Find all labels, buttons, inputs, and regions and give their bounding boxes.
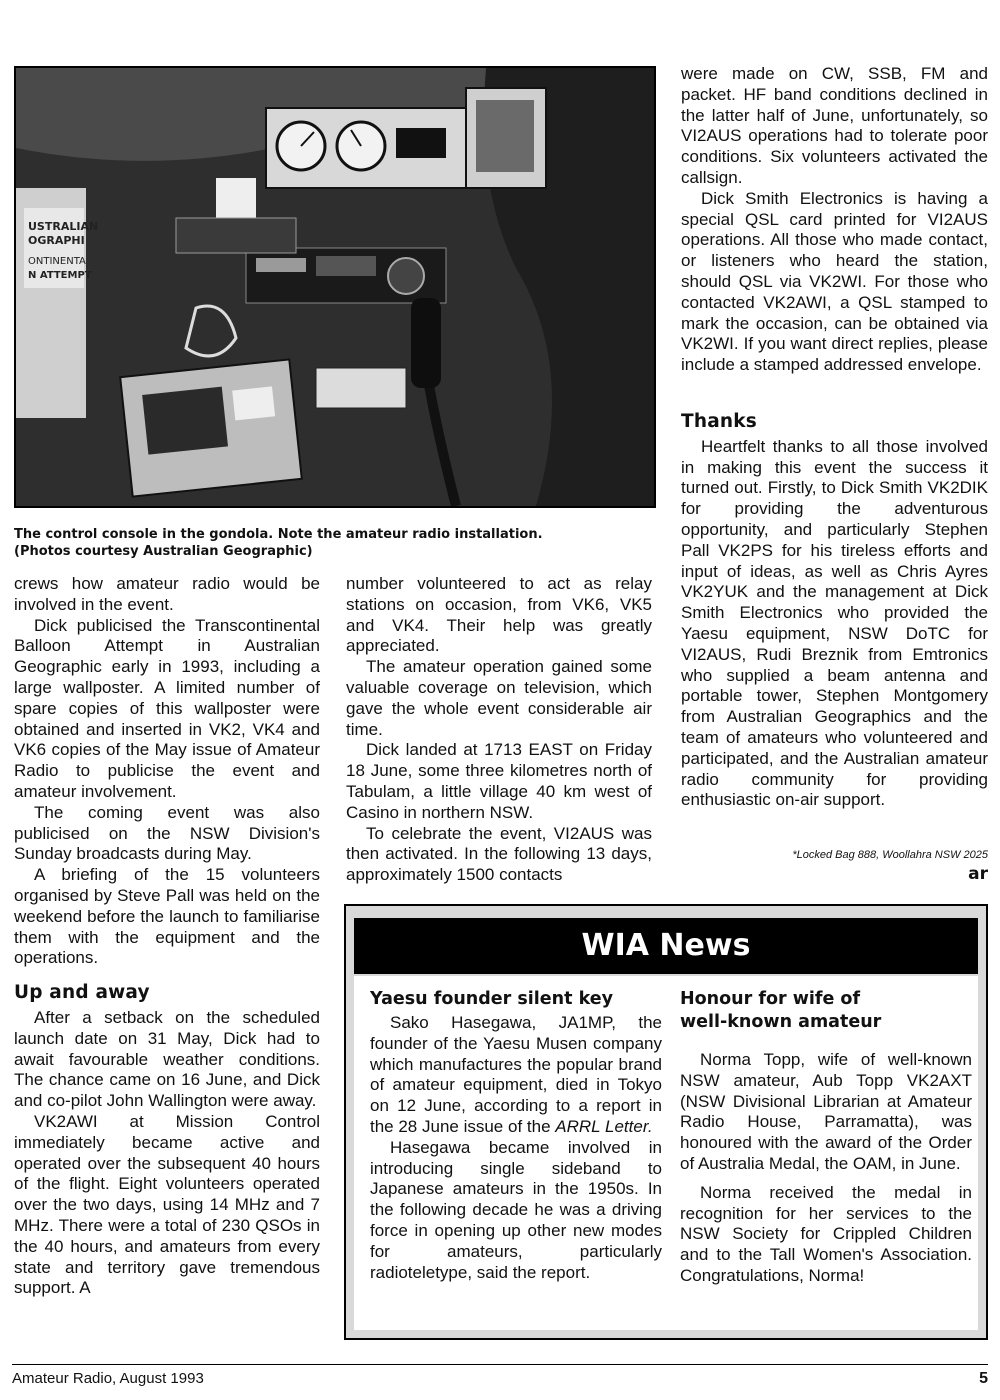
article-column-3 [681,64,988,811]
footer-publication: Amateur Radio, August 1993 [12,1370,204,1387]
paragraph: Norma received the medal in recognition for her services to the NSW Society for Crippled Children and to the Tall Women's Association. Congratulations, Norma! [680,1182,972,1285]
paragraph: Dick Smith Electronics is having a special QSL card printed for VI2AUS operations. All those who made contact, or listeners who heard the station, should QSL via VK2WI. For those who contacted VK2AWI, a QSL stamped to mark the occasion, can be obtained via VK2WI. If you want direct replies, please include a stamped addressed envelope. [681,188,988,375]
author-footnote: *Locked Bag 888, Woollahra NSW 2025 [792,849,988,861]
news-story-honour [680,984,972,1287]
paragraph: After a setback on the scheduled launch date on 31 May, Dick had to await favourable weather conditions. The chance came on 16 June, and Dick and co-pilot John Wallington were away. [14,1007,320,1111]
svg-text:USTRALIAN: USTRALIAN [28,220,99,233]
paragraph: were made on CW, SSB, FM and packet. HF band conditions declined in the latter half of June, unfortunately, so VI2AUS operations had to tolerate poor conditions. Six volunteers activated the callsign. [681,64,988,187]
paragraph: Heartfelt thanks to all those involved in making this event the success it turned out. Firstly, to Dick Smith VK2DIK for providing the adventurous opportunity, and particularly Stephen Pall VK2PS for his tireless efforts and input of ideas, as well as Chris Ayres VK2YUK and the management at Dick Smith Electronics who provided the Yaesu equipment, NSW DoTC for VI2AUS, Rudi Breznik from Emtronics who supplied a beam antenna and portable tower, Stephen Montgomery from Australian Geographics and the team of amateurs who volunteered and participated, and the Australian amateur radio community for providing enthusiastic on-air support. [681,436,988,810]
news-heading-honour: Honour for wife of well-known amateur [680,989,882,1032]
news-story-yaesu [370,984,662,1283]
paragraph: To celebrate the event, VI2AUS was then activated. In the following 13 days, approximately 1500 contacts [346,823,652,885]
paragraph: Sako Hasegawa, JA1MP, the founder of the Yaesu Musen company which manufactures the popular brand of amateur equipment, died in Tokyo on 12 June, according to a report in the 28 June issue of the ARRL Letter. [370,1013,662,1136]
section-heading-up-and-away: Up and away [14,982,150,1004]
svg-text:N ATTEMPT: N ATTEMPT [28,270,92,281]
footer-rule [12,1364,988,1365]
console-photo [14,66,656,508]
photo-caption [14,526,664,560]
paragraph: number volunteered to act as relay stations on occasion, from VK6, VK5 and VK4. Their help was greatly appreciated. [346,574,652,656]
paragraph: The amateur operation gained some valuable coverage on television, which gave the whole event considerable air time. [346,657,652,739]
wia-news-box [344,904,988,1340]
caption-line-1: The control console in the gondola. Note the amateur radio installation. [14,527,543,542]
section-heading-thanks: Thanks [681,410,757,432]
paragraph: crews how amateur radio would be involved in the event. [14,574,320,614]
paragraph: The coming event was also publicised on the NSW Division's Sunday broadcasts during May. [14,802,320,864]
arrl-letter-title: ARRL Letter. [555,1116,653,1136]
news-title: WIA News [354,918,978,974]
console-photo-art [16,68,654,506]
paragraph: A briefing of the 15 volunteers organised by Steve Pall was held on the weekend before the launch to familiarise them with the equipment and the operations. [14,865,320,968]
caption-line-2: (Photos courtesy Australian Geographic) [14,544,313,559]
paragraph: Dick publicised the Transcontinental Balloon Attempt in Australian Geographic early in 1993, including a large wallposter. A limited number of spare copies of this wallposter were obtained and inserted in VK2, VK4 and VK6 copies of the May issue of Amateur Radio to publicise the event and amateur involvement. [14,615,320,801]
paragraph: Dick landed at 1713 EAST on Friday 18 June, some three kilometres north of Tabulam, a little village 40 km west of Casino in northern NSW. [346,740,652,822]
page-number: 5 [979,1370,988,1387]
end-mark: ar [968,864,988,884]
news-content [354,976,978,1330]
article-column-2 [346,574,652,886]
article-column-1 [14,574,320,1299]
svg-text:OGRAPHI: OGRAPHI [28,234,85,247]
paragraph: Hasegawa became involved in introducing single sideband to Japanese amateurs in the 1950s. In the following decade he was a driving force in opening up other new modes for amateurs, particularly radioteletype, said the report. [370,1137,662,1282]
paragraph: Norma Topp, wife of well-known NSW amateur, Aub Topp VK2AXT (NSW Divisional Librarian at Amateur Radio House, Parramatta), was honoured with the award of the Order of Australia Medal, the OAM, in June. [680,1050,972,1173]
news-heading-yaesu: Yaesu founder silent key [370,989,614,1009]
svg-text:ONTINENTA: ONTINENTA [28,256,86,267]
paragraph: VK2AWI at Mission Control immediately became active and operated over the subsequent 40 hours of the flight. Eight volunteers operated over the two days, using 14 MHz and 7 MHz. There were a total of 230 QSOs in the 40 hours, and amateurs from every state and territory gave tremendous support. A [14,1111,320,1298]
